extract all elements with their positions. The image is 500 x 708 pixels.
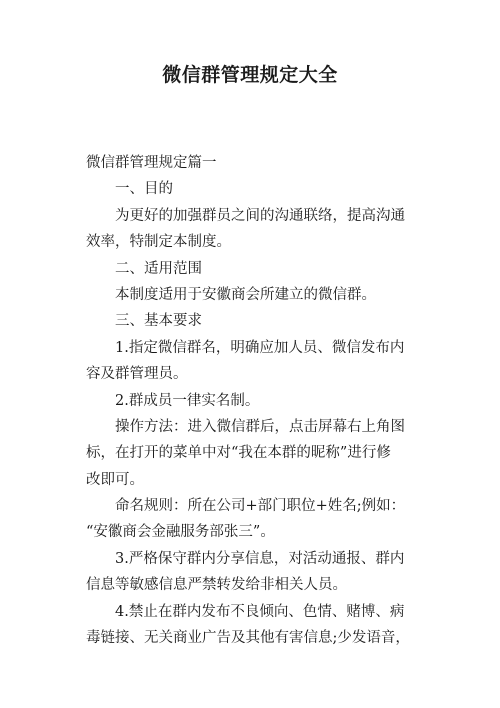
body-line: 3.严格保守群内分享信息，对活动通报、群内 bbox=[115, 550, 405, 567]
body-line: 操作方法：进入微信群后，点击屏幕右上角图 bbox=[115, 418, 405, 435]
document-body bbox=[86, 150, 422, 651]
body-line: 微信群管理规定篇一 bbox=[86, 155, 217, 171]
body-line: 改即可。 bbox=[86, 471, 144, 488]
document-title: 微信群管理规定大全 bbox=[162, 64, 338, 86]
body-line: 命名规则：所在公司+部门职位+姓名;例如： bbox=[115, 498, 406, 515]
body-line: 2.群成员一律实名制。 bbox=[115, 392, 260, 409]
body-line: 二、适用范围 bbox=[115, 260, 202, 277]
body-line: 容及群管理员。 bbox=[86, 366, 188, 383]
body-line: “安徽商会金融服务部张三”。 bbox=[86, 524, 275, 541]
body-line: 1.指定微信群名，明确应加人员、微信发布内 bbox=[115, 339, 405, 356]
body-line: 4.禁止在群内发布不良倾向、色情、赌博、病 bbox=[115, 603, 405, 620]
body-line: 标，在打开的菜单中对“我在本群的昵称”进行修 bbox=[86, 445, 391, 462]
body-line: 为更好的加强群员之间的沟通联络，提高沟通 bbox=[115, 207, 405, 224]
body-line: 信息等敏感信息严禁转发给非相关人员。 bbox=[86, 577, 347, 594]
body-line: 一、目的 bbox=[115, 181, 173, 198]
body-line: 三、基本要求 bbox=[115, 313, 202, 330]
body-line: 毒链接、无关商业广告及其他有害信息;少发语音， bbox=[86, 630, 410, 647]
body-line: 本制度适用于安徽商会所建立的微信群。 bbox=[115, 286, 376, 303]
body-line: 效率，特制定本制度。 bbox=[86, 234, 231, 251]
